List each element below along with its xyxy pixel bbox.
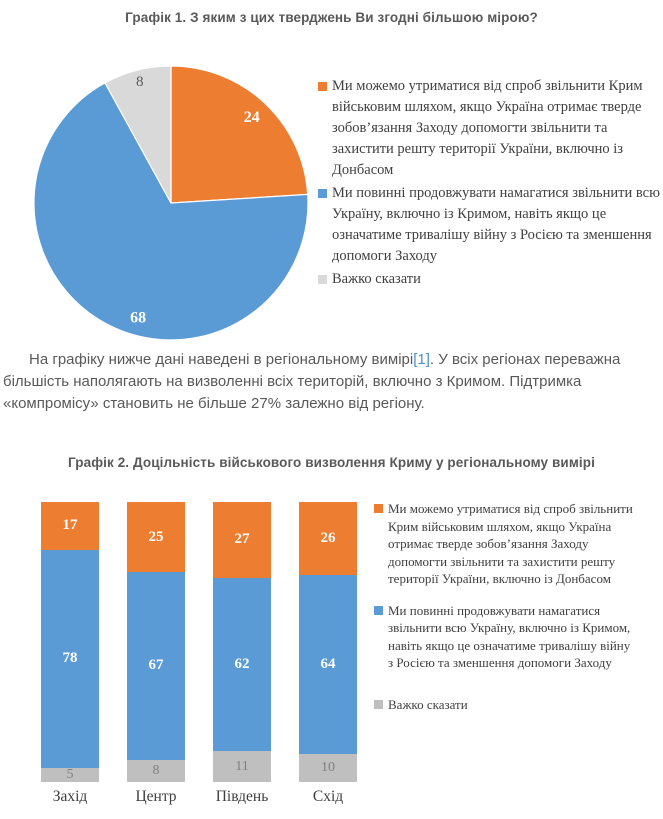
bar-segment-hard-to-say	[127, 760, 185, 782]
bar-segment-compromise	[213, 502, 271, 578]
legend-label-hard-to-say: Важко сказати	[388, 696, 468, 712]
bar-Південь	[213, 502, 271, 782]
chart2-legend	[374, 500, 636, 727]
chart1-legend	[318, 76, 662, 292]
bar-segment-compromise	[127, 502, 185, 572]
body-paragraph	[3, 349, 660, 415]
bar-value-label: 67	[148, 657, 164, 674]
legend-marker-blue-icon	[318, 189, 327, 198]
legend-marker-orange-icon	[374, 504, 383, 513]
chart2-title: Графік 2. Доцільність військового визволення Криму у регіональному вимірі	[68, 455, 595, 470]
bar-Центр	[127, 502, 185, 782]
pie-chart	[33, 65, 309, 341]
bar-value-label: 64	[320, 655, 336, 672]
legend-item-compromise	[318, 76, 662, 181]
bar-value-label: 5	[66, 767, 74, 782]
bar-value-label: 11	[235, 758, 249, 774]
chart1-title: Графік 1. З яким з цих тверджень Ви згодні більшою мірою?	[125, 10, 538, 25]
bar-segment-hard-to-say	[41, 768, 99, 782]
legend-item-compromise	[374, 500, 636, 588]
legend-marker-orange-icon	[318, 82, 327, 91]
bar-segment-liberate-all	[299, 575, 357, 754]
legend-marker-blue-icon	[374, 606, 383, 615]
legend-label-hard-to-say: Важко сказати	[332, 271, 421, 287]
bar-segment-liberate-all	[41, 550, 99, 768]
pie-value-label-hard-to-say: 8	[135, 73, 144, 90]
bar-value-label: 26	[320, 529, 336, 546]
legend-item-hard-to-say	[318, 269, 662, 290]
legend-label-compromise: Ми можемо утриматися від спроб звільнити Крим військовим шляхом, якщо Україна отримає тверде зобов’язання Заходу допомогти звільнити та захистити решту території України, включно із Донбасом	[332, 78, 643, 178]
pie-value-label-compromise: 24	[243, 109, 260, 127]
bar-value-label: 17	[62, 517, 78, 534]
bar-value-label: 25	[148, 528, 164, 545]
legend-label-liberate-all: Ми повинні продовжувати намагатися звільнити всю Україну, включно із Кримом, навіть якщо це означатиме тривалішу війну з Росією та зменшення допомоги Заходу	[332, 185, 660, 264]
bar-segment-compromise	[41, 502, 99, 550]
legend-item-liberate-all	[318, 183, 662, 267]
bar-Схід	[299, 502, 357, 782]
footnote-link[interactable]: [1]	[413, 351, 430, 368]
legend-label-liberate-all: Ми повинні продовжувати намагатися звільнити всю Україну, включно із Кримом, навіть якщо це означатиме тривалішу війну з Росією та зменшення допомоги Заходу	[388, 602, 631, 670]
bar-segment-liberate-all	[213, 578, 271, 752]
legend-label-compromise: Ми можемо утриматися від спроб звільнити Крим військовим шляхом, якщо Україна отримає тверде зобов’язання Заходу допомогти звільнити та захистити решту території України, включно із Донбасом	[388, 501, 633, 586]
bar-category-label-Південь: Південь	[215, 788, 269, 805]
bar-segment-hard-to-say	[213, 751, 271, 782]
legend-item-hard-to-say	[374, 696, 636, 714]
bar-segment-hard-to-say	[299, 754, 357, 782]
bar-value-label: 62	[234, 655, 250, 672]
pie-value-label-liberate-all: 68	[130, 309, 147, 327]
bar-category-label-Схід: Схід	[312, 788, 344, 805]
bar-segment-compromise	[299, 502, 357, 575]
bar-value-label: 78	[62, 650, 78, 667]
bar-value-label: 8	[152, 762, 160, 778]
bar-category-label-Захід: Захід	[52, 788, 88, 805]
legend-marker-gray-icon	[318, 275, 327, 284]
paragraph-text-before: На графіку нижче дані наведені в регіональному вимірі	[29, 351, 414, 368]
bar-segment-liberate-all	[127, 572, 185, 760]
legend-marker-gray-icon	[374, 700, 383, 709]
bar-value-label: 27	[234, 531, 250, 548]
bar-category-label-Центр: Центр	[135, 788, 177, 805]
legend-item-liberate-all	[374, 602, 636, 672]
paragraph-text-after: . У всіх регіонах переважна більшість наполягають на визволенні всіх територій, включно з Кримом. Підтримка «компромісу» становить не більше 27% залежно від регіону.	[3, 351, 621, 412]
bar-value-label: 10	[321, 760, 335, 775]
pie-slice-compromise	[171, 66, 308, 203]
bar-Захід	[41, 502, 99, 782]
